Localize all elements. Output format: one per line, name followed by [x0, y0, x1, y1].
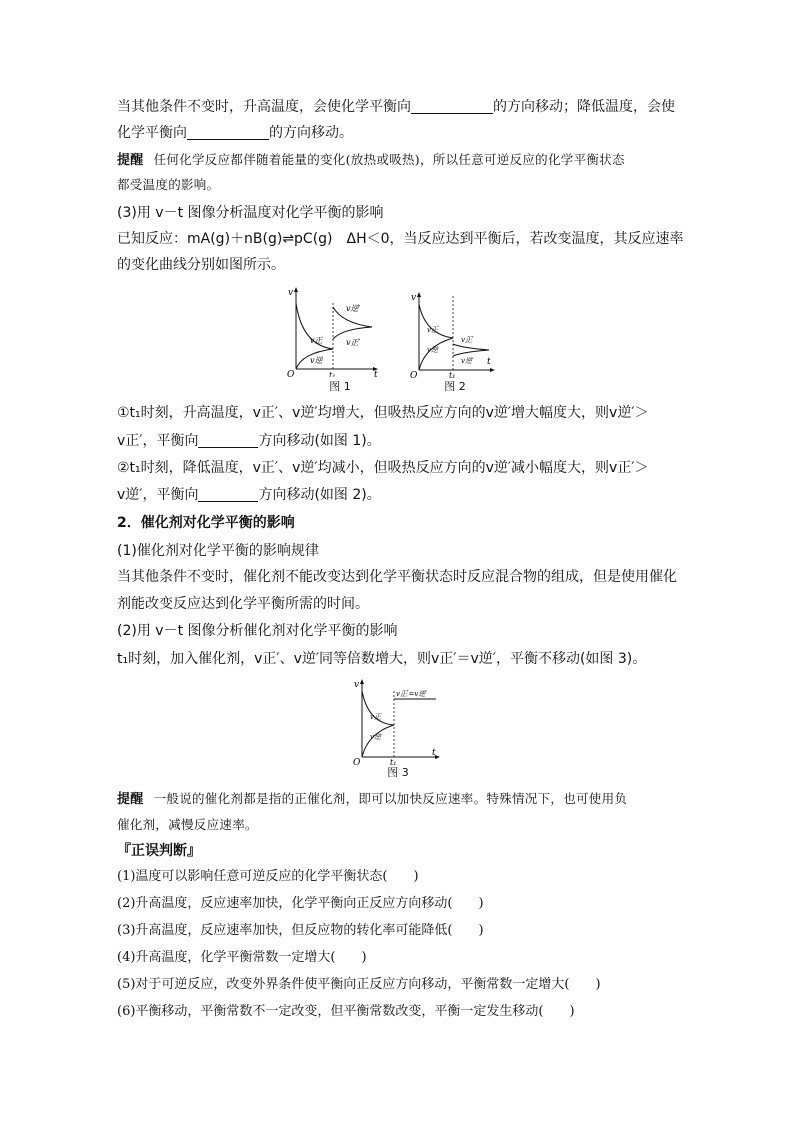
figure-2: [405, 290, 497, 393]
hint-line: [117, 175, 219, 195]
text-line: 已知反应：mA(g)＋nB(g)⇌pC(g) ΔH＜0，当反应达到平衡后，若改变温度，其反应速率: [117, 231, 684, 247]
text-span: v正′，平衡向: [117, 433, 199, 449]
figure-3-graph: [348, 677, 444, 765]
text-span: 方向移动(如图 2)。: [258, 487, 381, 503]
curve-label-vn: v逆: [427, 346, 438, 354]
fill-blank[interactable]: [187, 138, 269, 140]
text-line: ①t₁时刻，升高温度，v正′、v逆′均增大，但吸热反应方向的v逆′增大幅度大，则v逆′＞: [117, 405, 649, 421]
text-span: 化学平衡向: [117, 125, 187, 141]
figure-caption: 图 1: [329, 380, 351, 393]
judge-item: (2)升高温度，反应速率加快，化学平衡向正反应方向移动( ): [117, 896, 484, 911]
fill-blank[interactable]: [411, 112, 493, 114]
curve-label-vz: v正: [310, 336, 323, 345]
origin-label: O: [353, 758, 361, 765]
curve-label-vz: v正: [370, 713, 381, 721]
section-heading: 『正误判断』: [117, 843, 201, 859]
text-span: 催化剂，减慢反应速率。: [117, 817, 258, 832]
text-line: [117, 485, 381, 505]
text-span: v逆′，平衡向: [117, 487, 199, 503]
axis-label-t: t: [374, 370, 378, 377]
fill-blank[interactable]: [198, 500, 258, 502]
figure-caption: 图 2: [444, 380, 466, 393]
hint-line: [117, 789, 627, 810]
judge-item: (6)平衡移动，平衡常数不一定改变，但平衡常数改变，平衡一定发生移动( ): [117, 1004, 575, 1019]
hint-label: 提醒: [117, 792, 144, 807]
text-line: t₁时刻，加入催化剂，v正′、v逆′同等倍数增大，则v正′＝v逆′，平衡不移动(如图 3)。: [117, 651, 647, 667]
text-span: 一般说的催化剂都是指的正催化剂，即可以加快反应速率。特殊情况下，也可使用负: [153, 791, 628, 806]
figure-3: [348, 677, 444, 779]
axis-label-t: t: [432, 748, 436, 758]
t1-label: t₁: [329, 371, 336, 377]
figure-2-graph: [405, 290, 497, 378]
curve-label-vn: v逆: [370, 733, 381, 741]
text-span: 当其他条件不变时，升高温度，会使化学平衡向: [117, 99, 411, 115]
text-span: 的方向移动。: [269, 125, 353, 141]
text-span: 任何化学反应都伴随着能量的变化(放热或吸热)，所以任意可逆反应的化学平衡状态: [153, 152, 625, 167]
axis-label-v: v: [288, 288, 294, 298]
curve-label-vz: v正: [427, 326, 438, 334]
subheading: (3)用 v－t 图像分析温度对化学平衡的影响: [117, 205, 384, 221]
figure-1: [280, 285, 380, 393]
judge-item: (5)对于可逆反应，改变外界条件使平衡向正反应方向移动，平衡常数一定增大( ): [117, 977, 601, 992]
text-span: 方向移动(如图 1)。: [258, 433, 381, 449]
curve-label-eq: v正′=v逆′: [396, 690, 427, 698]
t1-label: t₁: [449, 371, 456, 378]
origin-label: O: [410, 371, 418, 378]
text-line: 剂能改变反应达到化学平衡所需的时间。: [117, 596, 369, 612]
text-line: [117, 97, 675, 117]
axis-label-v: v: [354, 680, 360, 690]
figure-caption: 图 3: [387, 766, 409, 779]
axis-label-v: v: [411, 293, 417, 303]
hint-line: [117, 150, 625, 171]
hint-line: [117, 815, 258, 835]
origin-label: O: [287, 370, 295, 377]
text-line: 当其他条件不变时，催化剂不能改变达到化学平衡状态时反应混合物的组成，但是使用催化: [117, 569, 677, 585]
text-line: 的变化曲线分别如图所示。: [117, 257, 285, 273]
text-line: [117, 431, 381, 451]
text-line: ②t₁时刻，降低温度，v正′、v逆′均减小，但吸热反应方向的v逆′减小幅度大，则v正′＞: [117, 460, 649, 476]
judge-item: (1)温度可以影响任意可逆反应的化学平衡状态( ): [117, 869, 419, 884]
fill-blank[interactable]: [198, 446, 258, 448]
text-line: [117, 123, 353, 143]
judge-item: (4)升高温度，化学平衡常数一定增大( ): [117, 950, 367, 965]
subheading: (1)催化剂对化学平衡的影响规律: [117, 543, 319, 559]
text-span: 的方向移动；降低温度，会使: [493, 99, 675, 115]
curve-label-vz2: v正′: [346, 338, 361, 347]
judge-item: (3)升高温度，反应速率加快，但反应物的转化率可能降低( ): [117, 923, 484, 938]
curve-label-vn2: v逆′: [461, 357, 474, 365]
curve-label-vz2: v正′: [461, 336, 474, 344]
hint-label: 提醒: [117, 153, 144, 168]
figure-1-graph: [280, 285, 380, 377]
curve-label-vn: v逆: [310, 356, 323, 365]
section-heading: 2．催化剂对化学平衡的影响: [117, 515, 295, 531]
t1-label: t₁: [390, 758, 397, 765]
axis-label-t: t: [487, 357, 491, 367]
curve-label-vn2: v逆′: [346, 304, 361, 313]
subheading: (2)用 v－t 图像分析催化剂对化学平衡的影响: [117, 623, 398, 639]
text-span: 都受温度的影响。: [117, 177, 220, 192]
